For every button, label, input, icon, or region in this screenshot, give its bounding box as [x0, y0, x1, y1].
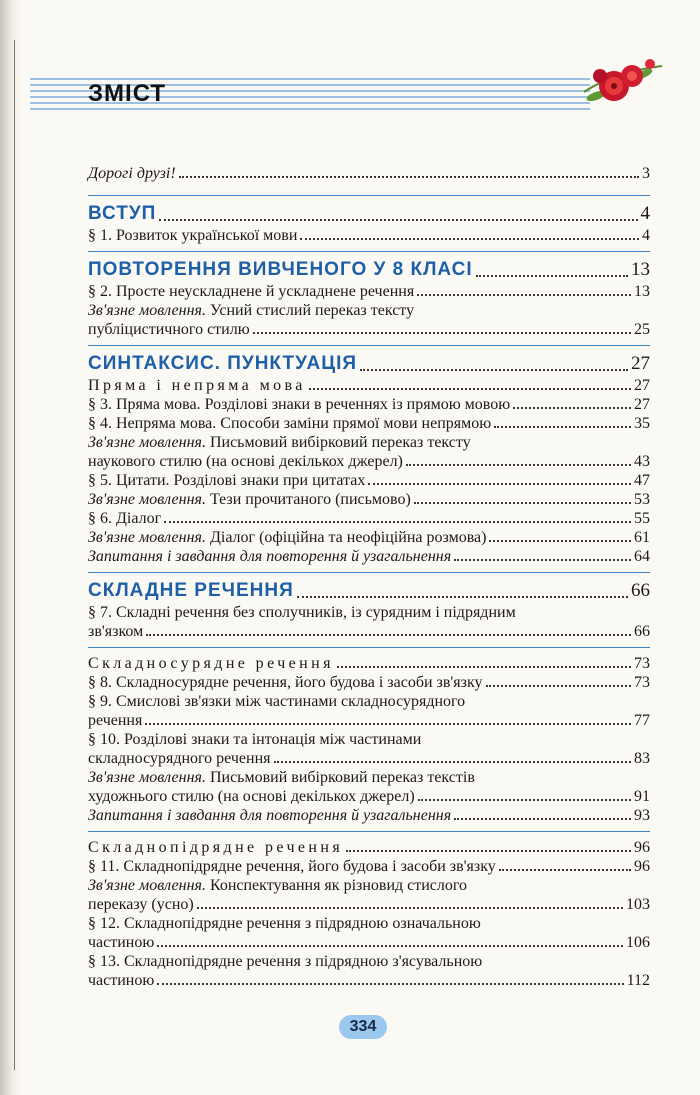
toc-entry[interactable]: наукового стилю (на основі декількох джерел) 43: [88, 453, 650, 470]
toc-entry[interactable]: § 5. Цитати. Розділові знаки при цитатах 47: [88, 472, 650, 489]
toc-entry[interactable]: Запитання і завдання для повторення й узагальнення 93: [88, 807, 650, 824]
section-heading[interactable]: ВСТУП 4: [88, 203, 650, 224]
toc-entry-line[interactable]: Зв'язне мовлення. Письмовий вибірковий переказ текстів: [88, 769, 475, 786]
section-divider: [88, 345, 650, 346]
toc-entry[interactable]: § 1. Розвиток української мови 4: [88, 227, 650, 244]
toc-entry[interactable]: Зв'язне мовлення. Діалог (офіційна та неофіційна розмова) 61: [88, 529, 650, 546]
toc-entry[interactable]: § 11. Складнопідрядне речення, його будова і засоби зв'язку 96: [88, 858, 650, 875]
toc-entry[interactable]: § 4. Непряма мова. Способи заміни прямої мови непрямою 35: [88, 415, 650, 432]
toc-entry[interactable]: публіцистичного стилю 25: [88, 321, 650, 338]
toc-entry[interactable]: § 6. Діалог 55: [88, 510, 650, 527]
flower-decoration-icon: [574, 52, 664, 112]
section-divider: [88, 647, 650, 648]
section-divider: [88, 195, 650, 196]
section-heading[interactable]: СКЛАДНЕ РЕЧЕННЯ 66: [88, 580, 650, 601]
toc-entry[interactable]: складносурядного речення 83: [88, 750, 650, 767]
toc-entry[interactable]: частиною 106: [88, 934, 650, 951]
section-divider: [88, 831, 650, 832]
toc-entry[interactable]: § 2. Просте неускладнене й ускладнене речення 13: [88, 283, 650, 300]
toc-entry-line[interactable]: § 13. Складнопідрядне речення з підрядною з'ясувальною: [88, 953, 483, 970]
page-number-badge: 334: [339, 1015, 387, 1039]
toc-entry-line[interactable]: § 9. Смислові зв'язки між частинами складносурядного: [88, 693, 466, 710]
toc-entry[interactable]: § 8. Складносурядне речення, його будова і засоби зв'язку 73: [88, 674, 650, 691]
toc-entry-line[interactable]: Зв'язне мовлення. Письмовий вибірковий переказ тексту: [88, 434, 471, 451]
toc-entry-line[interactable]: § 7. Складні речення без сполучників, із сурядним і підрядним: [88, 604, 516, 621]
page-title: ЗМІСТ: [88, 80, 167, 107]
toc-entry[interactable]: § 3. Пряма мова. Розділові знаки в реченнях із прямою мовою 27: [88, 396, 650, 413]
toc-entry[interactable]: Дорогі друзі! 3: [88, 165, 650, 182]
spine-line: [14, 40, 15, 1070]
toc-entry[interactable]: Зв'язне мовлення. Тези прочитаного (письмово) 53: [88, 491, 650, 508]
subsection-entry[interactable]: Складносурядне речення 73: [88, 655, 650, 672]
table-of-contents: [88, 164, 650, 990]
section-heading[interactable]: СИНТАКСИС. ПУНКТУАЦІЯ 27: [88, 353, 650, 374]
section-divider: [88, 251, 650, 252]
toc-entry[interactable]: Запитання і завдання для повторення й узагальнення 64: [88, 548, 650, 565]
toc-entry[interactable]: переказу (усно) 103: [88, 896, 650, 913]
book-spine: [0, 0, 22, 1095]
toc-entry[interactable]: речення 77: [88, 712, 650, 729]
toc-entry[interactable]: частиною 112: [88, 972, 650, 989]
subsection-entry[interactable]: Пряма і непряма мова 27: [88, 377, 650, 394]
toc-entry-line[interactable]: § 12. Складнопідрядне речення з підрядною означальною: [88, 915, 481, 932]
section-divider: [88, 572, 650, 573]
toc-entry-line[interactable]: § 10. Розділові знаки та інтонація між частинами: [88, 731, 422, 748]
toc-entry-line[interactable]: Зв'язне мовлення. Конспектування як різновид стислого: [88, 877, 468, 894]
section-heading[interactable]: ПОВТОРЕННЯ ВИВЧЕНОГО У 8 КЛАСІ 13: [88, 259, 650, 280]
toc-entry[interactable]: зв'язком 66: [88, 623, 650, 640]
toc-entry[interactable]: художнього стилю (на основі декількох джерел) 91: [88, 788, 650, 805]
subsection-entry[interactable]: Складнопідрядне речення 96: [88, 839, 650, 856]
toc-entry-line[interactable]: Зв'язне мовлення. Усний стислий переказ тексту: [88, 302, 415, 319]
